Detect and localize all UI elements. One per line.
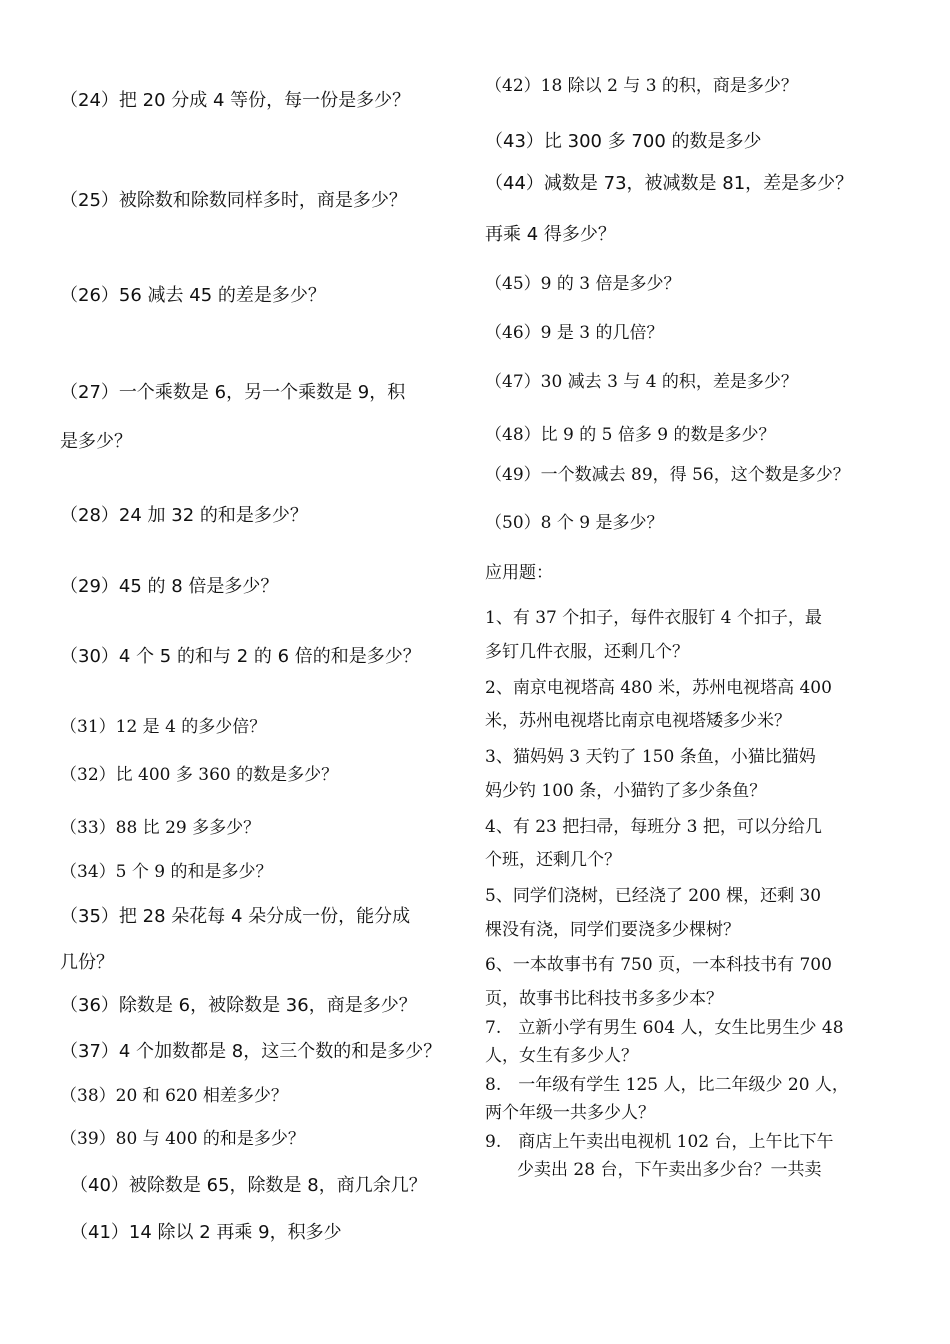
applied-8: 8. 一年级有学生 125 人，比二年级少 20 人， [485, 1075, 849, 1095]
applied-7: 7. 立新小学有男生 604 人，女生比男生少 48 [485, 1018, 844, 1038]
question-36: （36）除数是 6，被除数是 36，商是多少？ [60, 995, 417, 1016]
applied-5-continued: 棵没有浇，同学们要浇多少棵树？ [485, 920, 740, 940]
question-27: （27）一个乘数是 6，另一个乘数是 9，积 [60, 382, 406, 403]
question-40: （40）被除数是 65，除数是 8，商几余几？ [70, 1175, 427, 1196]
applied-9-continued: 少卖出 28 台，下午卖出多少台？一共卖 [517, 1160, 822, 1180]
question-30: （30）4 个 5 的和与 2 的 6 倍的和是多少？ [60, 646, 421, 667]
question-38: （38）20 和 620 相差多少？ [60, 1086, 288, 1106]
applied-3-continued: 妈少钓 100 条，小猫钓了多少条鱼？ [485, 781, 767, 801]
applied-7-continued: 人，女生有多少人？ [485, 1046, 638, 1066]
question-31: （31）12 是 4 的多少倍？ [60, 717, 267, 737]
applied-4: 4、有 23 把扫帚，每班分 3 把，可以分给几 [485, 817, 822, 837]
question-35-continued: 几份？ [60, 952, 114, 973]
question-28: （28）24 加 32 的和是多少？ [60, 505, 308, 526]
applied-8-continued: 两个年级一共多少人？ [485, 1103, 655, 1123]
applied-1: 1、有 37 个扣子，每件衣服钉 4 个扣子，最 [485, 608, 822, 628]
question-42: （42）18 除以 2 与 3 的积，商是多少？ [485, 76, 798, 96]
applied-4-continued: 个班，还剩几个？ [485, 850, 621, 870]
question-35: （35）把 28 朵花每 4 朵分成一份，能分成 [60, 906, 411, 927]
question-29: （29）45 的 8 倍是多少？ [60, 576, 279, 597]
question-44: （44）减数是 73，被减数是 81，差是多少？ [485, 173, 854, 194]
question-27-continued: 是多少？ [60, 431, 132, 452]
question-43: （43）比 300 多 700 的数是多少 [485, 131, 762, 152]
question-41: （41）14 除以 2 再乘 9，积多少 [70, 1222, 342, 1243]
applied-3: 3、猫妈妈 3 天钓了 150 条鱼，小猫比猫妈 [485, 747, 816, 767]
applied-1-continued: 多钉几件衣服，还剩几个？ [485, 642, 689, 662]
applied-6-continued: 页，故事书比科技书多多少本？ [485, 989, 723, 1009]
question-48: （48）比 9 的 5 倍多 9 的数是多少？ [485, 425, 776, 445]
question-46: （46）9 是 3 的几倍？ [485, 323, 664, 343]
applied-heading: 应用题： [485, 563, 553, 583]
question-37: （37）4 个加数都是 8，这三个数的和是多少？ [60, 1041, 442, 1062]
question-47: （47）30 减去 3 与 4 的积，差是多少？ [485, 372, 798, 392]
applied-2-continued: 米，苏州电视塔比南京电视塔矮多少米？ [485, 711, 791, 731]
applied-9: 9. 商店上午卖出电视机 102 台，上午比下午 [485, 1132, 834, 1152]
question-24: （24）把 20 分成 4 等份，每一份是多少？ [60, 90, 411, 111]
applied-5: 5、同学们浇树，已经浇了 200 棵，还剩 30 [485, 886, 822, 906]
applied-6: 6、一本故事书有 750 页，一本科技书有 700 [485, 955, 832, 975]
question-44-continued: 再乘 4 得多少？ [485, 224, 616, 245]
question-39: （39）80 与 400 的和是多少？ [60, 1129, 305, 1149]
question-25: （25）被除数和除数同样多时，商是多少？ [60, 190, 407, 211]
question-45: （45）9 的 3 倍是多少？ [485, 274, 681, 294]
question-32: （32）比 400 多 360 的数是多少？ [60, 765, 339, 785]
question-33: （33）88 比 29 多多少？ [60, 818, 261, 838]
applied-2: 2、南京电视塔高 480 米，苏州电视塔高 400 [485, 678, 832, 698]
question-49: （49）一个数减去 89，得 56，这个数是多少？ [485, 465, 850, 485]
question-50: （50）8 个 9 是多少？ [485, 513, 664, 533]
question-34: （34）5 个 9 的和是多少？ [60, 862, 273, 882]
question-26: （26）56 减去 45 的差是多少？ [60, 285, 326, 306]
